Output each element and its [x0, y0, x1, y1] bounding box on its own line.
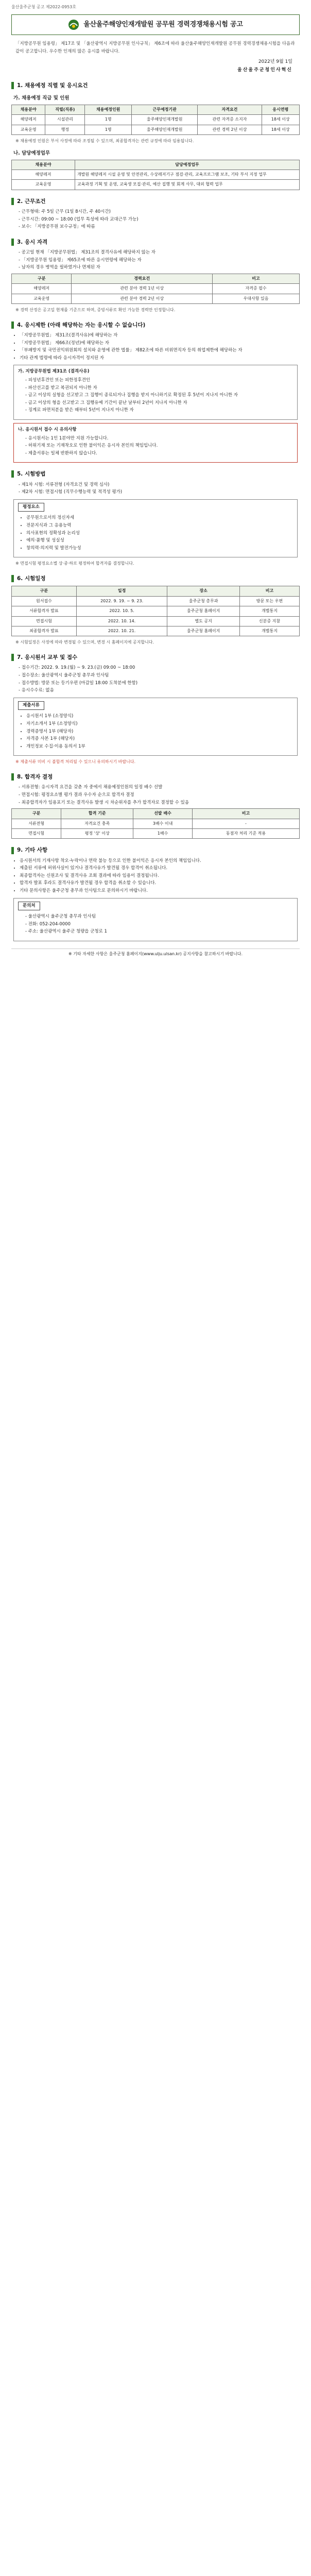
documents-box — [13, 698, 298, 756]
table-cell: 2022. 10. 21. — [76, 626, 167, 636]
list-item: • 예의·품행 및 성실성 — [26, 537, 293, 545]
table-cell: 별도 공지 — [167, 616, 240, 626]
table-cell: 서류합격자 발표 — [12, 606, 77, 616]
table-cell: 면접시험 — [12, 616, 77, 626]
table-row — [12, 596, 300, 606]
application-caution-box — [13, 423, 298, 463]
table-row — [12, 284, 300, 294]
list-item: - 접수기간: 2022. 9. 19.(월) ~ 9. 23.(금) 09:00 ~ 18:00 — [19, 665, 300, 672]
section-marker — [11, 321, 14, 329]
table-cell: 원서접수 — [12, 596, 77, 606]
list-item: • 합격자 발표 후라도 결격사유가 발견될 경우 합격을 취소할 수 있습니다. — [20, 880, 300, 887]
list-item: • 개인정보 수집·이용 동의서 1부 — [26, 743, 293, 751]
table-cell: 개발원 해양레저 시설 운영 및 안전관리, 수상레저기구 점검·관리, 교육프로그램 보조, 기타 부서 지정 업무 — [75, 170, 299, 179]
table-cell: 평정 '상' 이상 — [61, 829, 133, 839]
section-note: ※ 면접시험 평정요소별 상·중·하로 평정하여 합격자를 결정합니다. — [15, 561, 134, 566]
table-header: 구분 — [12, 586, 77, 596]
notice-number: 울산울주군청 공고 제2022-0953호 — [11, 5, 76, 9]
table-header: 구분 — [12, 809, 61, 819]
section-header — [11, 470, 300, 478]
table-cell: 동점자 처리 기준 적용 — [192, 829, 299, 839]
page-title: 울산울주해양인재개발원 공무원 경력경쟁채용시험 공고 — [83, 21, 243, 29]
list-item: - 공고일 현재 「지방공무원법」 제31조의 결격사유에 해당하지 않는 자 — [19, 249, 300, 257]
misc-list — [11, 858, 300, 895]
table-cell: 관련 분야 경력 2년 이상 — [72, 294, 213, 303]
list-item: • 「지방공무원법」 제31조(결격사유)에 해당하는 자 — [20, 332, 300, 340]
restriction-list — [11, 332, 300, 362]
table-cell: 해양레저 — [12, 170, 75, 179]
section-header — [11, 81, 300, 90]
list-item: - 근무형태: 주 5일 근무 (1일 8시간, 주 40시간) — [19, 209, 300, 216]
table-header: 장소 — [167, 586, 240, 596]
table-header: 근무예정기관 — [131, 105, 197, 114]
list-item: - 주소: 울산광역시 울주군 청량읍 군청로 1 — [25, 928, 293, 936]
contact-box — [13, 898, 298, 941]
table-cell: 울주군청 총무과 — [167, 596, 240, 606]
issuing-org: 울산울주군청인사혁신 — [237, 67, 292, 73]
list-item: - 금고 이상의 형을 선고받고 그 집행유예 기간이 끝난 날부터 2년이 지나지 아니한 자 — [25, 400, 293, 407]
list-item: • 제출된 서류에 허위사실이 있거나 결격사유가 발견될 경우 합격이 취소됩니다. — [20, 865, 300, 872]
list-item: - 최종합격자가 임용포기 또는 결격사유 발생 시 차순위자를 추가 합격자로 결정할 수 있음 — [19, 800, 300, 807]
issue-date: 2022년 9월 1일 — [258, 59, 292, 65]
section-header — [11, 197, 300, 206]
section-header — [11, 321, 300, 329]
table-cell: 자격요건 충족 — [61, 819, 133, 828]
section-marker — [11, 847, 14, 854]
box-title: 가. 지방공무원법 제31조 (결격사유) — [18, 369, 90, 375]
intro-text: 「지방공무원 임용령」 제17조 및 「울산광역시 지방공무원 인사규칙」 제6조에 따라 울산울주해양인재개발원 공무원 경력경쟁채용시험을 다음과 같이 공고합니다. 우수한 인재의 많은 응시를 바랍니다. — [15, 41, 295, 54]
emblem-icon — [68, 19, 79, 30]
section-header — [11, 574, 300, 583]
table-cell: 18세 이상 — [262, 115, 299, 125]
list-item: - 「지방공무원 임용령」 제65조에 따른 응시연령에 해당하는 자 — [19, 257, 300, 264]
list-item: • 전문지식과 그 응용능력 — [26, 522, 293, 530]
table-cell: 1배수 — [133, 829, 193, 839]
table-cell: 교육운영 — [12, 125, 45, 134]
table-header: 경력요건 — [72, 274, 213, 283]
table-header: 담당예정업무 — [75, 160, 299, 170]
table-header: 선발 배수 — [133, 809, 193, 819]
list-item: - 응시원서는 1인 1분야만 지원 가능합니다. — [25, 435, 293, 443]
list-item: - 제출서류는 일체 반환하지 않습니다. — [25, 450, 293, 457]
table-cell: 시설관리 — [45, 115, 85, 125]
list-item: - 제2차 시험: 면접시험 (직무수행능력 및 적격성 평가) — [19, 489, 300, 496]
table-cell: 울주해양인재개발원 — [131, 125, 197, 134]
table-cell: 1명 — [85, 115, 132, 125]
table-cell: 울주군청 홈페이지 — [167, 626, 240, 636]
list-item: - 피성년후견인 또는 피한정후견인 — [25, 377, 293, 384]
section-title: 5. 시험방법 — [17, 471, 46, 478]
table-header: 일정 — [76, 586, 167, 596]
footer-note: ※ 기타 자세한 사항은 울주군청 홈페이지(www.ulju.ulsan.kr) 공지사항을 참고하시기 바랍니다. — [11, 948, 300, 959]
list-item: • 자기소개서 1부 (소정양식) — [26, 721, 293, 728]
table-cell: 우대사항 있음 — [213, 294, 300, 303]
list-item: • 최종합격자는 신원조사 및 결격사유 조회 결과에 따라 임용이 결정됩니다. — [20, 873, 300, 880]
list-item: • 기타 문의사항은 울주군청 총무과 인사팀으로 문의하시기 바랍니다. — [20, 888, 300, 895]
table-row — [12, 829, 300, 839]
table-row — [12, 819, 300, 828]
box-title: 평정요소 — [18, 503, 44, 512]
table-cell: 2022. 10. 5. — [76, 606, 167, 616]
table-cell: 해양레저 — [12, 115, 45, 125]
evaluation-list — [18, 515, 293, 552]
table-cell: 관련 자격증 소지자 — [198, 115, 262, 125]
section-title: 4. 응시제한 (아래 해당하는 자는 응시할 수 없습니다) — [17, 321, 146, 328]
table-header: 비고 — [240, 586, 300, 596]
table-cell: 해양레저 — [12, 284, 72, 294]
section-title: 2. 근무조건 — [17, 198, 46, 205]
list-item: - 금고 이상의 실형을 선고받고 그 집행이 종료되거나 집행을 받지 아니하기로 확정된 후 5년이 지나지 아니한 자 — [25, 392, 293, 399]
work-conditions-list — [11, 209, 300, 231]
table-row — [12, 170, 300, 179]
table-cell: 2022. 9. 19. ~ 9. 23. — [76, 596, 167, 606]
table-row — [12, 125, 300, 134]
table-header: 채용예정인원 — [85, 105, 132, 114]
disqualification-box — [13, 365, 298, 420]
list-item: - 근무시간: 09:00 ~ 18:00 (업무 특성에 따라 교대근무 가능) — [19, 216, 300, 224]
table-header: 자격요건 — [198, 105, 262, 114]
list-item: - 울산광역시 울주군청 총무과 인사팀 — [25, 913, 293, 921]
section-header — [11, 773, 300, 781]
list-item: • 응시원서 1부 (소정양식) — [26, 713, 293, 720]
table-row — [12, 115, 300, 125]
table-note: ※ 경력 산정은 공고일 현재를 기준으로 하며, 증빙서류로 확인 가능한 경력만 인정합니다. — [15, 307, 176, 312]
table-header: 구분 — [12, 274, 72, 283]
notice-document — [11, 0, 300, 959]
list-item: • 의사표현의 정확성과 논리성 — [26, 530, 293, 537]
section-marker — [11, 239, 14, 246]
schedule-table — [11, 586, 300, 636]
table-cell: 18세 이상 — [262, 125, 299, 134]
list-item: • 자격증 사본 1부 (해당자) — [26, 736, 293, 743]
table-cell: 1명 — [85, 125, 132, 134]
title-banner — [11, 14, 300, 35]
table-cell: 교육과정 기획 및 운영, 교육생 모집·관리, 예산 집행 및 회계 사무, 대외 협력 업무 — [75, 180, 299, 190]
table-row — [12, 626, 300, 636]
table-cell: 2022. 10. 14. — [76, 616, 167, 626]
list-item: • 응시원서의 기재사항 착오·누락이나 연락 불능 등으로 인한 불이익은 응시자 본인의 책임입니다. — [20, 858, 300, 865]
documents-list — [18, 713, 293, 750]
list-item: • 창의력·의지력 및 발전가능성 — [26, 545, 293, 552]
disqualification-list — [18, 377, 293, 414]
list-item: - 제1차 시험: 서류전형 (자격요건 및 경력 심사) — [19, 482, 300, 489]
recruit-table — [11, 105, 300, 135]
section-header — [11, 846, 300, 854]
list-item: • 기타 관계 법령에 따라 응시자격이 정지된 자 — [20, 355, 300, 362]
table-header: 응시연령 — [262, 105, 299, 114]
section-marker — [11, 198, 14, 205]
section-marker — [11, 82, 14, 89]
list-item: • 「부패방지 및 국민권익위원회의 설치와 운영에 관한 법률」 제82조에 따른 비위면직자 등의 취업제한에 해당하는 자 — [20, 347, 300, 354]
list-item: • 경력증명서 1부 (해당자) — [26, 728, 293, 736]
table-cell: 서류전형 — [12, 819, 61, 828]
table-cell: 최종합격자 발표 — [12, 626, 77, 636]
section-marker — [11, 470, 14, 478]
box-title: 제출서류 — [18, 701, 44, 710]
section-header — [11, 653, 300, 662]
section-marker — [11, 773, 14, 781]
table-cell: 교육운영 — [12, 294, 72, 303]
table-cell: 행정 — [45, 125, 85, 134]
issue-block — [11, 58, 292, 74]
table-header: 직렬(직류) — [45, 105, 85, 114]
list-item: - 응시수수료: 없음 — [19, 687, 300, 694]
table-cell: 울주해양인재개발원 — [131, 115, 197, 125]
section-title: 7. 응시원서 교부 및 접수 — [17, 654, 78, 661]
application-list — [11, 665, 300, 694]
subsection-title: 나. 담당예정업무 — [13, 150, 50, 156]
table-cell: 개별통지 — [240, 626, 300, 636]
table-cell: 관련 분야 경력 1년 이상 — [72, 284, 213, 294]
table-header: 비고 — [192, 809, 299, 819]
table-cell: - — [192, 819, 299, 828]
table-cell: 방문 또는 우편 — [240, 596, 300, 606]
table-cell: 신분증 지참 — [240, 616, 300, 626]
list-item: - 전화: 052-204-0000 — [25, 921, 293, 928]
table-cell: 면접시험 — [12, 829, 61, 839]
list-item: - 접수장소: 울산광역시 울주군청 총무과 인사팀 — [19, 672, 300, 680]
eligibility-list — [11, 249, 300, 272]
section-marker — [11, 654, 14, 661]
caution-list — [18, 435, 293, 457]
section-marker — [11, 575, 14, 582]
list-item: - 보수: 「지방공무원 보수규정」에 따름 — [19, 224, 300, 231]
section-title: 3. 응시 자격 — [17, 239, 48, 245]
table-note: ※ 채용예정 인원은 부서 사정에 따라 조정될 수 있으며, 최종합격자는 관련 규정에 따라 임용됩니다. — [15, 139, 194, 144]
section-title: 1. 채용예정 직렬 및 응시요건 — [17, 82, 88, 89]
duty-table — [11, 160, 300, 190]
table-cell: 울주군청 홈페이지 — [167, 606, 240, 616]
list-item: - 접수방법: 방문 또는 등기우편 (마감일 18:00 도착분에 한함) — [19, 680, 300, 687]
list-item: - 허위기재 또는 기재착오로 인한 불이익은 응시자 본인의 책임입니다. — [25, 443, 293, 450]
table-header: 채용분야 — [12, 105, 45, 114]
list-item: - 파산선고를 받고 복권되지 아니한 자 — [25, 385, 293, 392]
table-row — [12, 606, 300, 616]
pass-decision-list — [11, 784, 300, 806]
list-item: - 남자의 경우 병역을 필하였거나 면제된 자 — [19, 264, 300, 272]
section-header — [11, 238, 300, 246]
warning-note: ※ 제출서류 미비 시 불합격 처리될 수 있으니 유의하시기 바랍니다. — [15, 759, 136, 765]
table-cell: 관련 경력 2년 이상 — [198, 125, 262, 134]
table-row — [12, 180, 300, 190]
career-table — [11, 274, 300, 304]
box-title: 나. 응시원서 접수 시 유의사항 — [18, 427, 77, 432]
table-cell: 3배수 이내 — [133, 819, 193, 828]
list-item: - 징계로 파면처분을 받은 때부터 5년이 지나지 아니한 자 — [25, 407, 293, 414]
table-header: 비고 — [213, 274, 300, 283]
contact-list — [18, 913, 293, 936]
section-title: 6. 시험일정 — [17, 575, 46, 582]
table-row — [12, 294, 300, 303]
table-cell: 개별통지 — [240, 606, 300, 616]
list-item: • 「지방공무원법」 제66조(정년)에 해당하는 자 — [20, 340, 300, 347]
exam-method-list — [11, 482, 300, 496]
subsection-title: 가. 채용예정 직급 및 인원 — [13, 95, 70, 101]
table-header: 합격 기준 — [61, 809, 133, 819]
table-cell: 교육운영 — [12, 180, 75, 190]
evaluation-box — [13, 499, 298, 558]
table-note: ※ 시험일정은 사정에 따라 변경될 수 있으며, 변경 시 홈페이지에 공지합니다. — [15, 640, 154, 645]
section-title: 8. 합격자 결정 — [17, 774, 53, 781]
list-item: - 서류전형: 응시자격 요건을 갖춘 자 중에서 채용예정인원의 일정 배수 선발 — [19, 784, 300, 791]
section-title: 9. 기타 사항 — [17, 847, 48, 854]
table-header: 채용분야 — [12, 160, 75, 170]
table-row — [12, 616, 300, 626]
pass-criteria-table — [11, 808, 300, 839]
list-item: - 면접시험: 평정요소별 평가 결과 우수자 순으로 합격자 결정 — [19, 792, 300, 799]
table-cell: 자격증 필수 — [213, 284, 300, 294]
list-item: • 공무원으로서의 정신자세 — [26, 515, 293, 522]
box-title: 문의처 — [18, 902, 40, 911]
